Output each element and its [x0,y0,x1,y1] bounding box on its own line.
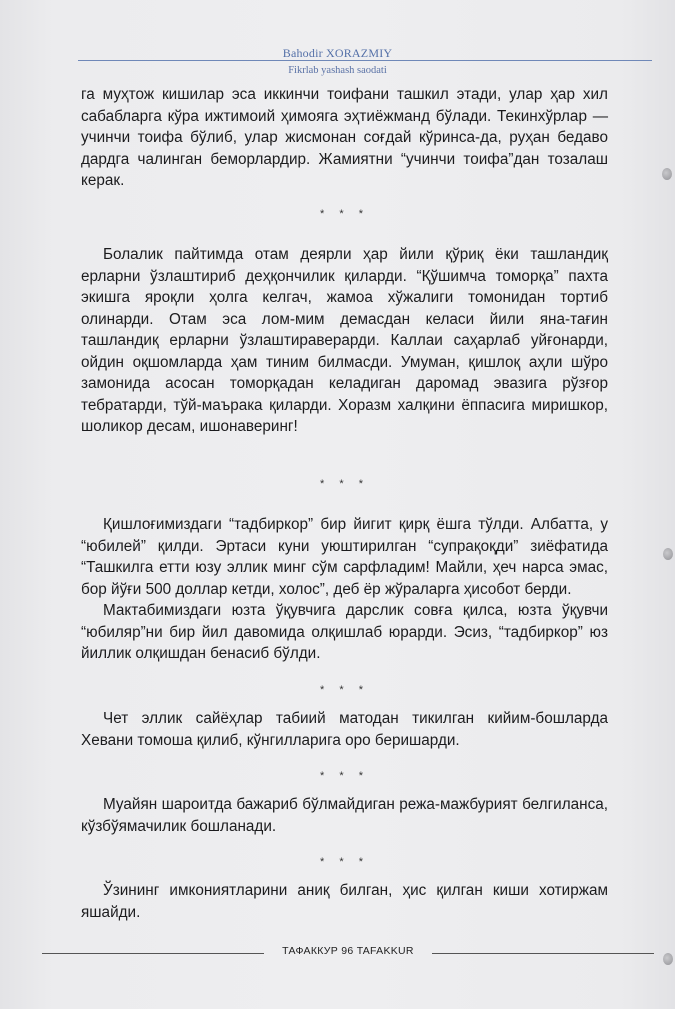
paragraph-6: Муайян шароитда бажариб бўлмайдиган режа-мажбурият белгиланса, кўзбўямачилик бошланади. [81,796,608,835]
header-rule [78,60,652,61]
paragraph-1: га муҳтож кишилар эса иккинчи тоифани ташкил этади, улар ҳар хил сабабларга кўра ижтимоий ҳимояга эҳтиёжманд бўлади. Текинхўрлар — учинчи тоифа бўлиб, улар жисмонан соғдай кўринса-да, руҳан бедаво дардга чалинган беморлардир. Жамиятни “учинчи тоифа”дан тозалаш керак. [81,86,608,189]
paragraph-5: Чет эллик сайёҳлар табиий матодан тикилган кийим-бошларда Хевани томоша қилиб, кўнгилларига оро беришарди. [81,710,608,749]
section-separator-4: * * * [320,770,369,782]
section-separator-5: * * * [320,856,369,868]
page-footer [0,942,675,962]
paragraph-7: Ўзининг имкониятларини аниқ билган, ҳис қилган киши хотиржам яшайди. [81,882,608,921]
footer-rule-left [42,953,264,954]
paragraph-3: Қишлоғимиздаги “тадбиркор” бир йигит қирқ ёшга тўлди. Албатта, у “юбилей” қилди. Эртаси куни уюштирилган “супрақоқди” зиёфатида “Ташкилга етти юзу эллик минг сўм сарфладим! Майли, ҳеч нарса эмас, бор йўғи 500 доллар кетди, холос”, деб ёр жўраларга ҳисобот берди. [81,516,608,598]
section-separator-2: * * * [320,478,369,490]
binding-hole-mark-bottom [663,953,673,965]
running-header [0,46,675,61]
footer-rule-right [432,953,654,954]
page-body [81,84,608,923]
binding-hole-mark-middle [663,548,673,560]
binding-hole-mark-top [662,168,672,180]
section-separator-1: * * * [320,208,369,220]
footer-page-number: ТАФАККУР 96 TAFAKKUR [282,945,414,957]
paragraph-2: Болалик пайтимда отам деярли ҳар йили қўриқ ёки ташландиқ ерларни ўзлаштириб деҳқончилик қиларди. “Қўшимча томорқа” пахта экишга яроқли ҳолга келгач, жамоа хўжалиги томонидан тортиб олинарди. Отам эса лом-мим демасдан келаси йили яна-тағин ташландиқ ерларни ўзлаштираверарди. Каллаи саҳарлаб уйғонарди, ойдин оқшомларда ҳам тиним билмасди. Умуман, қишлоқ аҳли шўро замонида асосан томорқадан келадиган даромад эвазига рўзғор тебратарди, тўй-маъракa қиларди. Хоразм халқини ёппасига миришкор, шоликор десам, ишонаверинг! [81,246,608,435]
header-author: Bahodir XORAZMIY [282,46,393,60]
header-subtitle: Fikrlab yashash saodati [288,65,387,76]
paragraph-4: Мактабимиздаги юзта ўқувчига дарслик совға қилса, юзта ўқувчи “юбиляр”ни бир йил давомида олқишлаб юрарди. Эсиз, “тадбиркор” юз йиллик олқишдан бенасиб бўлди. [81,602,608,662]
section-separator-3: * * * [320,684,369,696]
